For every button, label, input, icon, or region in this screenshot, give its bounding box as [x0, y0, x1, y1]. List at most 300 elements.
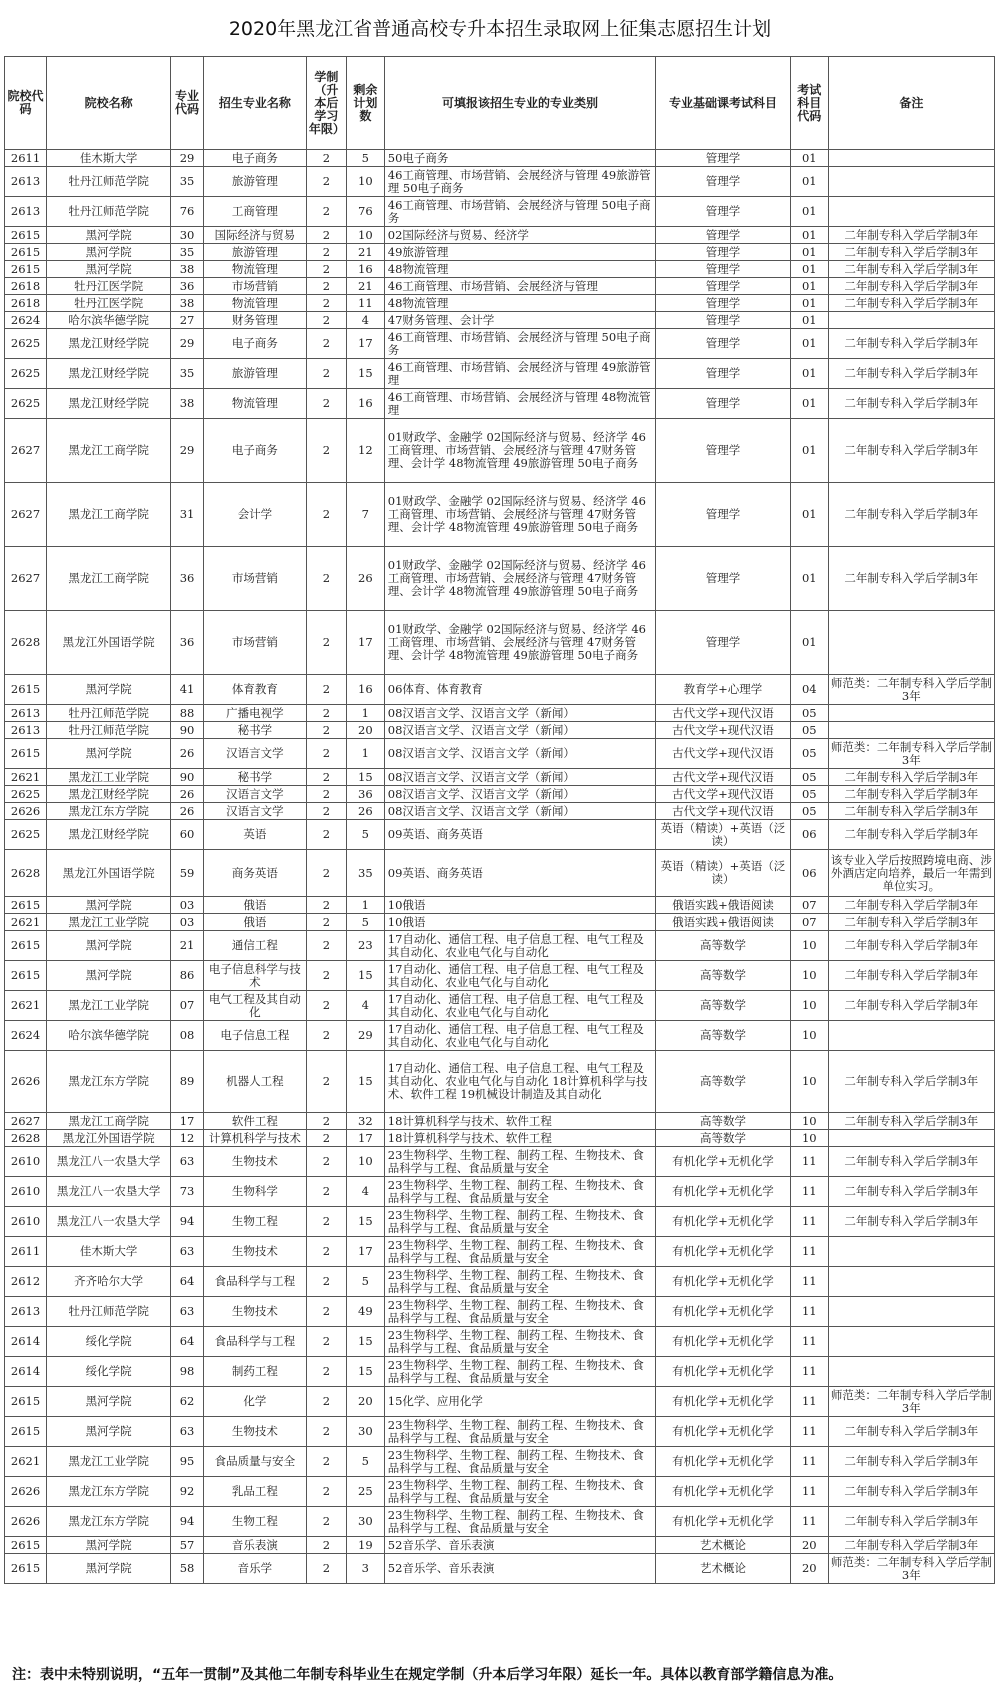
cell-note: 师范类：二年制专科入学后学制3年: [828, 1387, 994, 1417]
cell-school-code: 2615: [5, 244, 47, 261]
header-major-code: 专业代码: [171, 57, 204, 150]
cell-remaining: 12: [346, 419, 384, 483]
cell-exam-subject: 管理学: [656, 167, 791, 197]
cell-school-code: 2615: [5, 1387, 47, 1417]
cell-remaining: 15: [346, 961, 384, 991]
cell-major-name: 汉语言文学: [203, 739, 306, 769]
cell-major-code: 12: [171, 1130, 204, 1147]
cell-major-name: 会计学: [203, 483, 306, 547]
cell-major-name: 制药工程: [203, 1357, 306, 1387]
cell-remaining: 26: [346, 547, 384, 611]
cell-major-code: 63: [171, 1147, 204, 1177]
cell-exam-code: 01: [790, 611, 828, 675]
cell-years: 2: [306, 675, 346, 705]
cell-note: [828, 1237, 994, 1267]
table-row: [5, 991, 995, 1021]
cell-remaining: 36: [346, 786, 384, 803]
cell-years: 2: [306, 739, 346, 769]
cell-exam-subject: 管理学: [656, 312, 791, 329]
cell-major-code: 98: [171, 1357, 204, 1387]
cell-school-code: 2626: [5, 803, 47, 820]
table-row: [5, 1477, 995, 1507]
cell-note: [828, 197, 994, 227]
cell-school-code: 2621: [5, 914, 47, 931]
cell-major-name: 生物工程: [203, 1207, 306, 1237]
cell-major-code: 90: [171, 722, 204, 739]
cell-major-code: 76: [171, 197, 204, 227]
cell-remaining: 49: [346, 1297, 384, 1327]
cell-years: 2: [306, 547, 346, 611]
cell-remaining: 15: [346, 769, 384, 786]
cell-school-name: 黑河学院: [47, 897, 171, 914]
cell-major-code: 36: [171, 547, 204, 611]
cell-exam-subject: 管理学: [656, 295, 791, 312]
table-row: [5, 931, 995, 961]
table-row: [5, 312, 995, 329]
cell-note: 师范类：二年制专科入学后学制3年: [828, 1554, 994, 1584]
cell-major-name: 物流管理: [203, 389, 306, 419]
cell-years: 2: [306, 278, 346, 295]
cell-note: 二年制专科入学后学制3年: [828, 820, 994, 850]
cell-years: 2: [306, 705, 346, 722]
cell-major-name: 通信工程: [203, 931, 306, 961]
cell-note: 该专业入学后按照跨境电商、涉外酒店定向培养，最后一年需到单位实习。: [828, 850, 994, 897]
cell-school-name: 黑龙江财经学院: [47, 786, 171, 803]
table-row: [5, 389, 995, 419]
cell-school-name: 黑龙江财经学院: [47, 329, 171, 359]
cell-school-name: 黑龙江东方学院: [47, 1477, 171, 1507]
cell-years: 2: [306, 850, 346, 897]
cell-remaining: 15: [346, 1207, 384, 1237]
cell-major-code: 03: [171, 914, 204, 931]
cell-note: 二年制专科入学后学制3年: [828, 991, 994, 1021]
cell-school-code: 2615: [5, 897, 47, 914]
cell-major-name: 机器人工程: [203, 1051, 306, 1113]
cell-years: 2: [306, 991, 346, 1021]
cell-school-name: 牡丹江师范学院: [47, 1297, 171, 1327]
cell-exam-code: 01: [790, 261, 828, 278]
cell-exam-code: 05: [790, 739, 828, 769]
cell-school-name: 黑河学院: [47, 261, 171, 278]
cell-school-code: 2624: [5, 1021, 47, 1051]
cell-exam-code: 05: [790, 705, 828, 722]
cell-exam-subject: 古代文学+现代汉语: [656, 739, 791, 769]
table-row: [5, 1357, 995, 1387]
cell-school-name: 黑龙江八一农垦大学: [47, 1207, 171, 1237]
cell-exam-subject: 高等数学: [656, 1113, 791, 1130]
cell-exam-subject: 高等数学: [656, 1021, 791, 1051]
cell-school-code: 2625: [5, 820, 47, 850]
cell-school-name: 绥化学院: [47, 1327, 171, 1357]
cell-note: 二年制专科入学后学制3年: [828, 329, 994, 359]
cell-major-name: 汉语言文学: [203, 803, 306, 820]
cell-major-name: 电子商务: [203, 150, 306, 167]
cell-major-code: 36: [171, 611, 204, 675]
cell-categories: 09英语、商务英语: [384, 820, 655, 850]
cell-exam-subject: 有机化学+无机化学: [656, 1447, 791, 1477]
cell-exam-subject: 管理学: [656, 244, 791, 261]
cell-categories: 02国际经济与贸易、经济学: [384, 227, 655, 244]
cell-years: 2: [306, 295, 346, 312]
cell-school-code: 2614: [5, 1357, 47, 1387]
cell-categories: 15化学、应用化学: [384, 1387, 655, 1417]
cell-remaining: 5: [346, 1447, 384, 1477]
cell-major-code: 88: [171, 705, 204, 722]
cell-major-code: 58: [171, 1554, 204, 1584]
cell-note: [828, 1357, 994, 1387]
cell-categories: 17自动化、通信工程、电子信息工程、电气工程及其自动化、农业电气化与自动化: [384, 991, 655, 1021]
cell-major-name: 汉语言文学: [203, 786, 306, 803]
header-years: 学制（升本后学习年限）: [306, 57, 346, 150]
cell-major-name: 计算机科学与技术: [203, 1130, 306, 1147]
cell-exam-subject: 英语（精读）+英语（泛读）: [656, 820, 791, 850]
cell-major-code: 57: [171, 1537, 204, 1554]
cell-school-code: 2613: [5, 197, 47, 227]
cell-major-code: 38: [171, 389, 204, 419]
cell-school-name: 黑龙江东方学院: [47, 1507, 171, 1537]
cell-remaining: 15: [346, 1357, 384, 1387]
cell-school-code: 2627: [5, 419, 47, 483]
cell-major-name: 旅游管理: [203, 167, 306, 197]
cell-major-name: 生物技术: [203, 1297, 306, 1327]
cell-exam-subject: 管理学: [656, 227, 791, 244]
table-row: [5, 739, 995, 769]
cell-major-name: 广播电视学: [203, 705, 306, 722]
cell-categories: 01财政学、金融学 02国际经济与贸易、经济学 46工商管理、市场营销、会展经济与管理 47财务管理、会计学 48物流管理 49旅游管理 50电子商务: [384, 611, 655, 675]
cell-exam-code: 11: [790, 1477, 828, 1507]
cell-major-code: 60: [171, 820, 204, 850]
cell-exam-subject: 高等数学: [656, 1130, 791, 1147]
cell-exam-subject: 俄语实践+俄语阅读: [656, 914, 791, 931]
cell-remaining: 10: [346, 1147, 384, 1177]
cell-major-name: 生物技术: [203, 1147, 306, 1177]
cell-years: 2: [306, 931, 346, 961]
table-row: [5, 261, 995, 278]
cell-school-code: 2615: [5, 675, 47, 705]
cell-categories: 50电子商务: [384, 150, 655, 167]
cell-school-code: 2615: [5, 739, 47, 769]
table-row: [5, 675, 995, 705]
cell-school-code: 2615: [5, 931, 47, 961]
cell-note: 二年制专科入学后学制3年: [828, 931, 994, 961]
cell-categories: 52音乐学、音乐表演: [384, 1554, 655, 1584]
cell-remaining: 16: [346, 389, 384, 419]
cell-categories: 23生物科学、生物工程、制药工程、生物技术、食品科学与工程、食品质量与安全: [384, 1147, 655, 1177]
cell-school-code: 2625: [5, 329, 47, 359]
cell-years: 2: [306, 1477, 346, 1507]
cell-note: 二年制专科入学后学制3年: [828, 769, 994, 786]
cell-note: 二年制专科入学后学制3年: [828, 278, 994, 295]
cell-major-code: 64: [171, 1327, 204, 1357]
cell-categories: 18计算机科学与技术、软件工程: [384, 1130, 655, 1147]
cell-remaining: 17: [346, 611, 384, 675]
table-row: [5, 1147, 995, 1177]
cell-exam-subject: 古代文学+现代汉语: [656, 705, 791, 722]
cell-remaining: 16: [346, 675, 384, 705]
cell-major-code: 92: [171, 1477, 204, 1507]
cell-exam-code: 01: [790, 547, 828, 611]
cell-note: [828, 1021, 994, 1051]
cell-school-code: 2625: [5, 359, 47, 389]
cell-remaining: 1: [346, 897, 384, 914]
cell-school-code: 2613: [5, 1297, 47, 1327]
table-row: [5, 1554, 995, 1584]
cell-remaining: 5: [346, 914, 384, 931]
cell-major-code: 35: [171, 244, 204, 261]
table-row: [5, 1237, 995, 1267]
cell-school-name: 黑河学院: [47, 1387, 171, 1417]
cell-remaining: 5: [346, 150, 384, 167]
table-row: [5, 359, 995, 389]
cell-note: [828, 1267, 994, 1297]
cell-years: 2: [306, 261, 346, 278]
cell-exam-subject: 有机化学+无机化学: [656, 1237, 791, 1267]
cell-exam-code: 11: [790, 1417, 828, 1447]
cell-exam-subject: 英语（精读）+英语（泛读）: [656, 850, 791, 897]
cell-exam-subject: 有机化学+无机化学: [656, 1477, 791, 1507]
cell-major-name: 旅游管理: [203, 359, 306, 389]
cell-exam-code: 01: [790, 329, 828, 359]
cell-school-code: 2624: [5, 312, 47, 329]
cell-note: 二年制专科入学后学制3年: [828, 419, 994, 483]
cell-years: 2: [306, 1237, 346, 1267]
header-exam-code: 考试科目代码: [790, 57, 828, 150]
cell-exam-subject: 艺术概论: [656, 1554, 791, 1584]
cell-note: 二年制专科入学后学制3年: [828, 1537, 994, 1554]
cell-school-name: 牡丹江师范学院: [47, 705, 171, 722]
cell-school-code: 2613: [5, 722, 47, 739]
cell-school-name: 黑河学院: [47, 739, 171, 769]
cell-school-name: 黑河学院: [47, 244, 171, 261]
cell-school-name: 佳木斯大学: [47, 150, 171, 167]
cell-school-name: 黑龙江工业学院: [47, 914, 171, 931]
cell-categories: 18计算机科学与技术、软件工程: [384, 1113, 655, 1130]
cell-major-name: 音乐学: [203, 1554, 306, 1584]
table-row: [5, 611, 995, 675]
cell-note: 二年制专科入学后学制3年: [828, 389, 994, 419]
cell-school-name: 黑龙江财经学院: [47, 389, 171, 419]
cell-exam-code: 01: [790, 389, 828, 419]
cell-note: 二年制专科入学后学制3年: [828, 359, 994, 389]
cell-major-code: 26: [171, 786, 204, 803]
cell-school-name: 黑河学院: [47, 931, 171, 961]
cell-major-name: 市场营销: [203, 547, 306, 611]
table-row: [5, 197, 995, 227]
cell-school-name: 佳木斯大学: [47, 1237, 171, 1267]
cell-school-code: 2625: [5, 786, 47, 803]
cell-years: 2: [306, 1357, 346, 1387]
cell-school-name: 黑河学院: [47, 227, 171, 244]
cell-major-code: 27: [171, 312, 204, 329]
table-row: [5, 722, 995, 739]
cell-remaining: 20: [346, 1387, 384, 1417]
cell-school-code: 2625: [5, 389, 47, 419]
cell-years: 2: [306, 961, 346, 991]
cell-school-code: 2621: [5, 991, 47, 1021]
cell-major-code: 30: [171, 227, 204, 244]
cell-major-name: 工商管理: [203, 197, 306, 227]
cell-categories: 08汉语言文学、汉语言文学（新闻）: [384, 769, 655, 786]
cell-years: 2: [306, 1447, 346, 1477]
cell-note: 二年制专科入学后学制3年: [828, 1417, 994, 1447]
cell-exam-code: 11: [790, 1237, 828, 1267]
cell-categories: 08汉语言文学、汉语言文学（新闻）: [384, 786, 655, 803]
cell-categories: 52音乐学、音乐表演: [384, 1537, 655, 1554]
header-school-code: 院校代码: [5, 57, 47, 150]
cell-remaining: 4: [346, 991, 384, 1021]
cell-years: 2: [306, 914, 346, 931]
cell-categories: 10俄语: [384, 914, 655, 931]
cell-major-name: 生物技术: [203, 1237, 306, 1267]
cell-major-name: 英语: [203, 820, 306, 850]
cell-exam-code: 04: [790, 675, 828, 705]
cell-remaining: 15: [346, 1327, 384, 1357]
cell-exam-subject: 艺术概论: [656, 1537, 791, 1554]
cell-remaining: 3: [346, 1554, 384, 1584]
cell-note: 二年制专科入学后学制3年: [828, 786, 994, 803]
cell-exam-subject: 教育学+心理学: [656, 675, 791, 705]
cell-school-code: 2612: [5, 1267, 47, 1297]
cell-major-code: 63: [171, 1417, 204, 1447]
cell-school-name: 黑龙江外国语学院: [47, 850, 171, 897]
cell-categories: 17自动化、通信工程、电子信息工程、电气工程及其自动化、农业电气化与自动化 18计算机科学与技术、软件工程 19机械设计制造及其自动化: [384, 1051, 655, 1113]
cell-major-code: 89: [171, 1051, 204, 1113]
cell-note: 二年制专科入学后学制3年: [828, 547, 994, 611]
cell-school-name: 黑龙江八一农垦大学: [47, 1147, 171, 1177]
cell-exam-subject: 管理学: [656, 611, 791, 675]
cell-major-code: 31: [171, 483, 204, 547]
cell-exam-subject: 俄语实践+俄语阅读: [656, 897, 791, 914]
table-body: [5, 150, 995, 1584]
cell-note: 二年制专科入学后学制3年: [828, 1113, 994, 1130]
cell-categories: 46工商管理、市场营销、会展经济与管理 50电子商务: [384, 197, 655, 227]
cell-note: 二年制专科入学后学制3年: [828, 1147, 994, 1177]
cell-major-code: 03: [171, 897, 204, 914]
table-row: [5, 167, 995, 197]
cell-exam-subject: 高等数学: [656, 931, 791, 961]
cell-school-code: 2615: [5, 1537, 47, 1554]
cell-categories: 08汉语言文学、汉语言文学（新闻）: [384, 705, 655, 722]
cell-major-code: 35: [171, 359, 204, 389]
cell-categories: 23生物科学、生物工程、制药工程、生物技术、食品科学与工程、食品质量与安全: [384, 1357, 655, 1387]
table-row: [5, 483, 995, 547]
cell-categories: 48物流管理: [384, 295, 655, 312]
cell-major-code: 36: [171, 278, 204, 295]
cell-remaining: 11: [346, 295, 384, 312]
table-row: [5, 850, 995, 897]
cell-school-code: 2618: [5, 295, 47, 312]
cell-major-code: 07: [171, 991, 204, 1021]
cell-categories: 01财政学、金融学 02国际经济与贸易、经济学 46工商管理、市场营销、会展经济与管理 47财务管理、会计学 48物流管理 49旅游管理 50电子商务: [384, 419, 655, 483]
cell-categories: 17自动化、通信工程、电子信息工程、电气工程及其自动化、农业电气化与自动化: [384, 1021, 655, 1051]
cell-years: 2: [306, 167, 346, 197]
table-row: [5, 1021, 995, 1051]
cell-major-code: 38: [171, 261, 204, 278]
cell-categories: 48物流管理: [384, 261, 655, 278]
cell-school-name: 牡丹江师范学院: [47, 167, 171, 197]
cell-exam-subject: 古代文学+现代汉语: [656, 769, 791, 786]
cell-school-code: 2614: [5, 1327, 47, 1357]
cell-major-name: 电气工程及其自动化: [203, 991, 306, 1021]
cell-years: 2: [306, 1177, 346, 1207]
cell-school-name: 黑龙江东方学院: [47, 803, 171, 820]
cell-school-name: 黑河学院: [47, 675, 171, 705]
cell-exam-code: 11: [790, 1447, 828, 1477]
cell-remaining: 5: [346, 1267, 384, 1297]
cell-school-code: 2611: [5, 1237, 47, 1267]
cell-exam-code: 10: [790, 1051, 828, 1113]
cell-categories: 47财务管理、会计学: [384, 312, 655, 329]
table-row: [5, 1327, 995, 1357]
cell-school-name: 绥化学院: [47, 1357, 171, 1387]
cell-exam-code: 10: [790, 991, 828, 1021]
cell-exam-subject: 有机化学+无机化学: [656, 1327, 791, 1357]
cell-years: 2: [306, 1537, 346, 1554]
cell-exam-subject: 管理学: [656, 261, 791, 278]
cell-exam-code: 05: [790, 786, 828, 803]
cell-categories: 23生物科学、生物工程、制药工程、生物技术、食品科学与工程、食品质量与安全: [384, 1267, 655, 1297]
cell-years: 2: [306, 389, 346, 419]
cell-note: 二年制专科入学后学制3年: [828, 1051, 994, 1113]
cell-school-code: 2618: [5, 278, 47, 295]
cell-school-code: 2628: [5, 1130, 47, 1147]
cell-years: 2: [306, 1051, 346, 1113]
cell-major-name: 电子商务: [203, 419, 306, 483]
cell-note: 二年制专科入学后学制3年: [828, 961, 994, 991]
cell-remaining: 17: [346, 1130, 384, 1147]
header-remaining: 剩余计划数: [346, 57, 384, 150]
cell-categories: 01财政学、金融学 02国际经济与贸易、经济学 46工商管理、市场营销、会展经济与管理 47财务管理、会计学 48物流管理 49旅游管理 50电子商务: [384, 483, 655, 547]
cell-categories: 23生物科学、生物工程、制药工程、生物技术、食品科学与工程、食品质量与安全: [384, 1297, 655, 1327]
cell-note: 二年制专科入学后学制3年: [828, 295, 994, 312]
header-school-name: 院校名称: [47, 57, 171, 150]
cell-exam-code: 01: [790, 295, 828, 312]
cell-exam-subject: 有机化学+无机化学: [656, 1507, 791, 1537]
cell-school-name: 黑龙江工业学院: [47, 1447, 171, 1477]
cell-note: [828, 150, 994, 167]
cell-major-name: 食品质量与安全: [203, 1447, 306, 1477]
cell-categories: 17自动化、通信工程、电子信息工程、电气工程及其自动化、农业电气化与自动化: [384, 961, 655, 991]
cell-exam-code: 07: [790, 897, 828, 914]
cell-exam-code: 11: [790, 1327, 828, 1357]
cell-major-name: 市场营销: [203, 611, 306, 675]
cell-years: 2: [306, 244, 346, 261]
cell-categories: 17自动化、通信工程、电子信息工程、电气工程及其自动化、农业电气化与自动化: [384, 931, 655, 961]
cell-exam-code: 11: [790, 1147, 828, 1177]
cell-school-name: 黑龙江外国语学院: [47, 1130, 171, 1147]
cell-note: [828, 1297, 994, 1327]
cell-major-name: 软件工程: [203, 1113, 306, 1130]
cell-categories: 08汉语言文学、汉语言文学（新闻）: [384, 739, 655, 769]
cell-years: 2: [306, 1267, 346, 1297]
cell-major-code: 62: [171, 1387, 204, 1417]
cell-note: 二年制专科入学后学制3年: [828, 1507, 994, 1537]
cell-exam-subject: 有机化学+无机化学: [656, 1357, 791, 1387]
cell-remaining: 17: [346, 1237, 384, 1267]
cell-categories: 49旅游管理: [384, 244, 655, 261]
cell-years: 2: [306, 329, 346, 359]
cell-exam-code: 10: [790, 931, 828, 961]
table-row: [5, 419, 995, 483]
cell-school-name: 黑龙江东方学院: [47, 1051, 171, 1113]
cell-exam-subject: 管理学: [656, 389, 791, 419]
cell-years: 2: [306, 227, 346, 244]
cell-note: 二年制专科入学后学制3年: [828, 261, 994, 278]
table-row: [5, 227, 995, 244]
cell-exam-code: 11: [790, 1507, 828, 1537]
cell-school-name: 黑龙江外国语学院: [47, 611, 171, 675]
table-row: [5, 786, 995, 803]
